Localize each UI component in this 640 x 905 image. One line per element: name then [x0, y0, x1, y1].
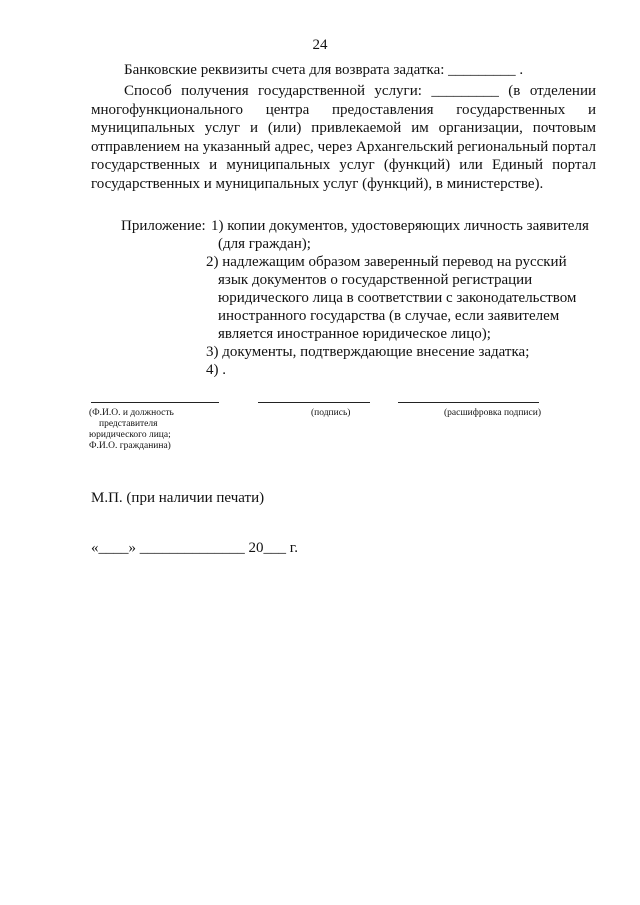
signature-caption-name-line: Ф.И.О. гражданина) — [89, 441, 171, 451]
signature-line-signature — [258, 402, 370, 403]
signature-line-decoding — [398, 402, 539, 403]
signature-caption-signature: (подпись) — [311, 408, 351, 418]
appendix-item-4: 4) . — [206, 362, 226, 378]
appendix-item-2-cont: иностранного государства (в случае, если заявителем — [218, 308, 560, 324]
appendix-item-2-cont: является иностранное юридическое лицо); — [218, 326, 491, 342]
date-line: «____» ______________ 20___ г. — [91, 540, 298, 556]
appendix-item-2-cont: юридического лица в соответствии с законодательством — [218, 290, 577, 306]
signature-line-name — [91, 402, 219, 403]
signature-caption-decoding: (расшифровка подписи) — [444, 408, 541, 418]
service-method-paragraph — [91, 82, 596, 194]
signature-caption-name — [89, 408, 174, 452]
bank-details-paragraph: Банковские реквизиты счета для возврата задатка: _________ . — [124, 62, 524, 78]
appendix-item-1: 1) копии документов, удостоверяющих личность заявителя — [211, 218, 589, 234]
appendix-item-2: 2) надлежащим образом заверенный перевод на русский — [206, 254, 567, 270]
signature-caption-name-line: представителя — [99, 419, 158, 429]
service-method-text: Способ получения государственной услуги: _________ (в отделении многофункционального центра предоставления государственных и муниципальных услуг и (или) привлекаемой им организации, почтовым отправлением на указанный адрес, через Архангельский региональный портал государственных и муниципальных услуг (функций) или Единый портал государственных и муниципальных услуг (функций), в министерстве). — [91, 83, 596, 192]
appendix-item-2-cont: язык документов о государственной регистрации — [218, 272, 533, 288]
signature-caption-name-line: (Ф.И.О. и должность — [89, 408, 174, 418]
appendix-item-1-cont: (для граждан); — [218, 236, 311, 252]
stamp-placeholder: М.П. (при наличии печати) — [91, 490, 265, 506]
page-number: 24 — [312, 37, 328, 53]
signature-caption-name-line: юридического лица; — [89, 430, 171, 440]
appendix-label: Приложение: — [121, 218, 206, 234]
appendix-item-3: 3) документы, подтверждающие внесение задатка; — [206, 344, 530, 360]
